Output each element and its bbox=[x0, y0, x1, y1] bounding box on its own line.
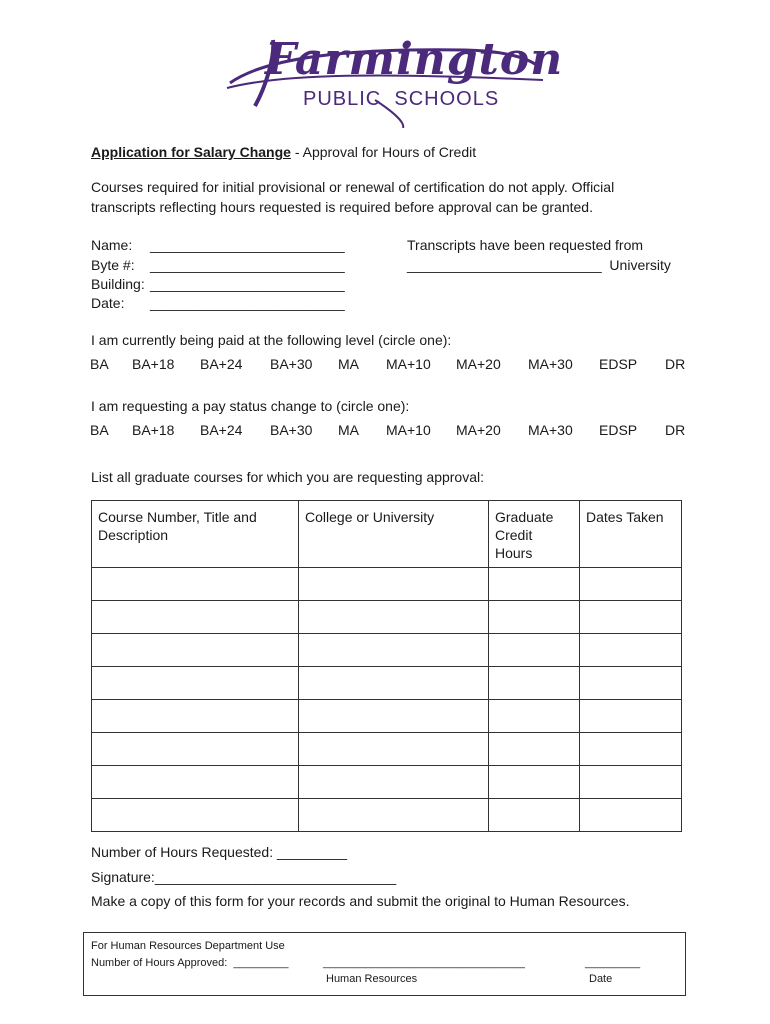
table-row bbox=[92, 766, 682, 799]
current-level-option[interactable]: BA+18 bbox=[132, 356, 175, 372]
signature-field[interactable]: Signature:_______________________________ bbox=[91, 869, 397, 885]
requested-level-option[interactable]: BA bbox=[90, 422, 109, 438]
form-title: Application for Salary Change bbox=[91, 144, 291, 160]
intro-line-2: transcripts reflecting hours requested is required before approval can be granted. bbox=[91, 199, 593, 215]
table-row bbox=[92, 799, 682, 832]
col-header-dates: Dates Taken bbox=[580, 501, 682, 568]
table-cell[interactable] bbox=[489, 568, 580, 601]
transcripts-text: Transcripts have been requested from bbox=[407, 237, 644, 253]
current-level-option[interactable]: MA bbox=[338, 356, 359, 372]
current-level-prompt: I am currently being paid at the following level (circle one): bbox=[91, 332, 452, 348]
table-row bbox=[92, 700, 682, 733]
hr-signature-line[interactable]: _________________________________ bbox=[323, 957, 525, 969]
table-cell[interactable] bbox=[92, 667, 299, 700]
table-row bbox=[92, 733, 682, 766]
logo-script-text: Farmington bbox=[265, 34, 564, 85]
table-cell[interactable] bbox=[92, 733, 299, 766]
name-field[interactable]: _________________________ bbox=[150, 237, 345, 253]
requested-level-option[interactable]: MA+30 bbox=[528, 422, 573, 438]
date-caption: Date bbox=[589, 973, 613, 985]
col-header-college: College or University bbox=[299, 501, 489, 568]
hr-caption: Human Resources bbox=[326, 973, 418, 985]
col-header-hours: Graduate Credit Hours bbox=[489, 501, 580, 568]
requested-level-option[interactable]: EDSP bbox=[599, 422, 638, 438]
table-cell[interactable] bbox=[299, 667, 489, 700]
current-level-option[interactable]: BA bbox=[90, 356, 109, 372]
current-level-option[interactable]: MA+10 bbox=[386, 356, 431, 372]
requested-level-options bbox=[90, 422, 685, 440]
table-cell[interactable] bbox=[580, 766, 682, 799]
table-cell[interactable] bbox=[299, 766, 489, 799]
requested-level-option[interactable]: MA+10 bbox=[386, 422, 431, 438]
requested-level-option[interactable]: MA bbox=[338, 422, 359, 438]
table-cell[interactable] bbox=[489, 634, 580, 667]
table-cell[interactable] bbox=[92, 568, 299, 601]
table-row bbox=[92, 601, 682, 634]
table-cell[interactable] bbox=[299, 799, 489, 832]
table-row bbox=[92, 634, 682, 667]
district-logo bbox=[225, 28, 564, 128]
table-cell[interactable] bbox=[580, 799, 682, 832]
table-cell[interactable] bbox=[489, 799, 580, 832]
table-cell[interactable] bbox=[92, 799, 299, 832]
col-header-course: Course Number, Title and Description bbox=[92, 501, 299, 568]
table-cell[interactable] bbox=[489, 733, 580, 766]
building-field[interactable]: _________________________ bbox=[150, 276, 345, 292]
table-cell[interactable] bbox=[299, 700, 489, 733]
requested-level-option[interactable]: MA+20 bbox=[456, 422, 501, 438]
table-cell[interactable] bbox=[580, 700, 682, 733]
requested-level-option[interactable]: BA+24 bbox=[200, 422, 243, 438]
date-label: Date: bbox=[91, 295, 125, 311]
table-cell[interactable] bbox=[92, 766, 299, 799]
current-level-option[interactable]: BA+24 bbox=[200, 356, 243, 372]
form-subtitle: - Approval for Hours of Credit bbox=[290, 144, 477, 160]
building-label: Building: bbox=[91, 276, 145, 292]
table-cell[interactable] bbox=[489, 667, 580, 700]
current-level-option[interactable]: MA+20 bbox=[456, 356, 501, 372]
table-cell[interactable] bbox=[299, 601, 489, 634]
table-cell[interactable] bbox=[299, 568, 489, 601]
table-cell[interactable] bbox=[299, 634, 489, 667]
hr-date-line[interactable]: _________ bbox=[585, 957, 641, 969]
table-cell[interactable] bbox=[489, 601, 580, 634]
table-cell[interactable] bbox=[92, 700, 299, 733]
logo-sub-text: PUBLIC SCHOOLS bbox=[303, 88, 500, 110]
university-field[interactable]: _________________________ University bbox=[407, 257, 671, 273]
table-cell[interactable] bbox=[489, 700, 580, 733]
intro-line-1: Courses required for initial provisional or renewal of certification do not apply. Official bbox=[91, 179, 615, 195]
table-cell[interactable] bbox=[580, 634, 682, 667]
current-level-option[interactable]: MA+30 bbox=[528, 356, 573, 372]
current-level-option[interactable]: BA+30 bbox=[270, 356, 313, 372]
current-level-options bbox=[90, 356, 685, 374]
requested-level-option[interactable]: BA+18 bbox=[132, 422, 175, 438]
table-cell[interactable] bbox=[299, 733, 489, 766]
name-label: Name: bbox=[91, 237, 133, 253]
hr-box-title: For Human Resources Department Use bbox=[91, 940, 285, 952]
table-cell[interactable] bbox=[580, 733, 682, 766]
table-row bbox=[92, 667, 682, 700]
hours-requested-field[interactable]: Number of Hours Requested: _________ bbox=[91, 844, 348, 860]
requested-level-prompt: I am requesting a pay status change to (circle one): bbox=[91, 398, 410, 414]
courses-table bbox=[91, 500, 682, 832]
courses-prompt: List all graduate courses for which you are requesting approval: bbox=[91, 469, 484, 485]
byte-field[interactable]: _________________________ bbox=[150, 257, 345, 273]
courses-header-row bbox=[92, 501, 682, 568]
current-level-option[interactable]: EDSP bbox=[599, 356, 638, 372]
table-cell[interactable] bbox=[489, 766, 580, 799]
requested-level-option[interactable]: BA+30 bbox=[270, 422, 313, 438]
page-title bbox=[91, 143, 476, 161]
current-level-option[interactable]: DR bbox=[665, 356, 686, 372]
requested-level-option[interactable]: DR bbox=[665, 422, 686, 438]
table-cell[interactable] bbox=[580, 601, 682, 634]
table-cell[interactable] bbox=[580, 667, 682, 700]
table-row bbox=[92, 568, 682, 601]
byte-label: Byte #: bbox=[91, 257, 135, 273]
hours-approved-field[interactable]: Number of Hours Approved: _________ bbox=[91, 957, 289, 969]
table-cell[interactable] bbox=[92, 601, 299, 634]
date-field[interactable]: _________________________ bbox=[150, 295, 345, 311]
instructions-text: Make a copy of this form for your records and submit the original to Human Resources. bbox=[91, 893, 630, 909]
table-cell[interactable] bbox=[92, 634, 299, 667]
table-cell[interactable] bbox=[580, 568, 682, 601]
